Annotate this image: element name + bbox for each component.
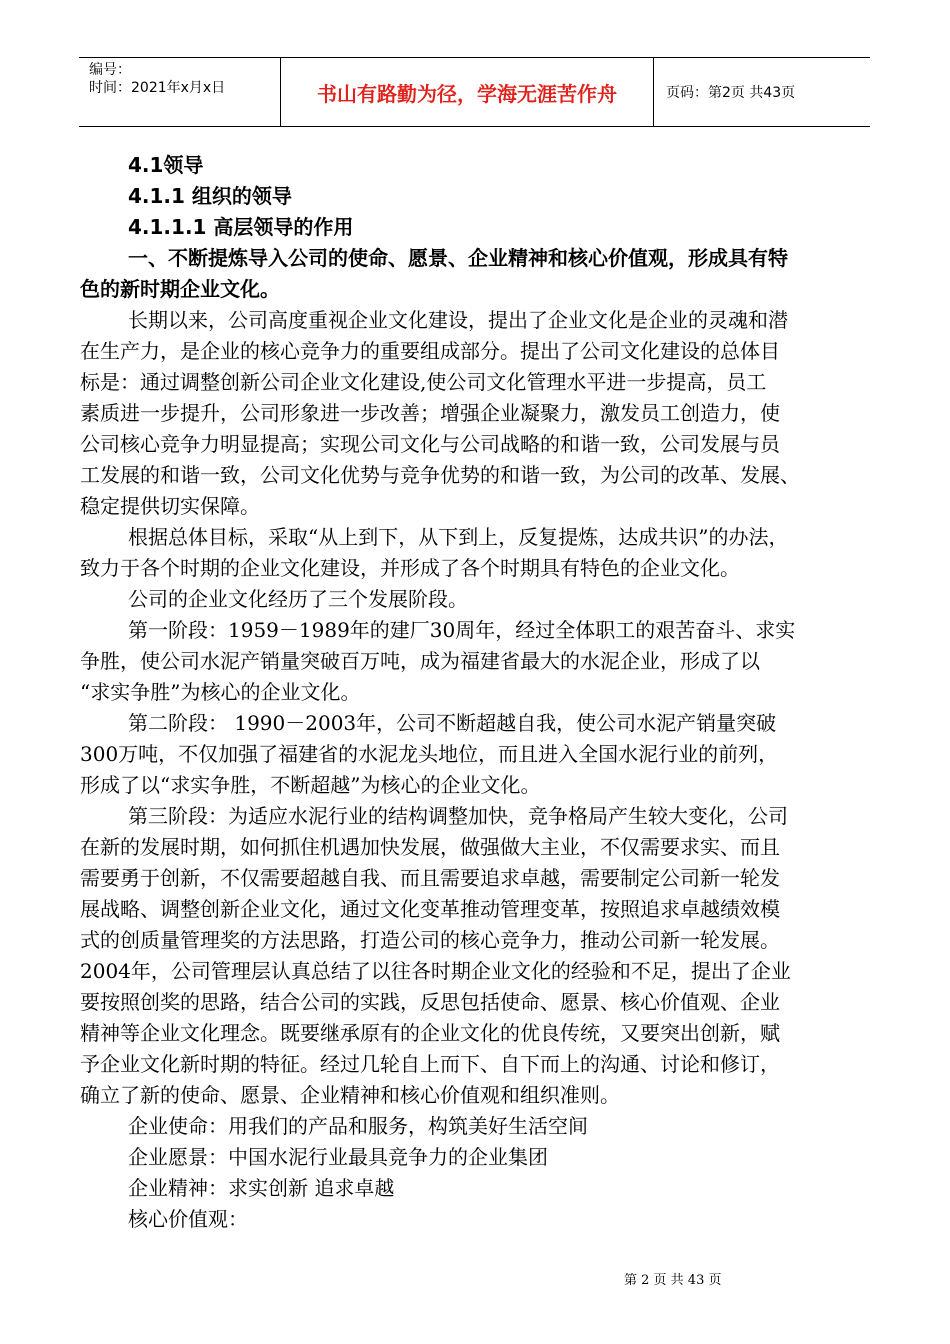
paragraph-line: 要按照创奖的思路，结合公司的实践，反思包括使命、愿景、核心价值观、企业 bbox=[80, 990, 780, 1014]
paragraph-line: 第二阶段： 1990－2003年，公司不断超越自我，使公司水泥产销量突破 bbox=[128, 711, 777, 735]
paragraph-line: 标是：通过调整创新公司企业文化建设,使公司文化管理水平进一步提高，员工 bbox=[80, 370, 767, 394]
vision-line: 企业愿景：中国水泥行业最具竞争力的企业集团 bbox=[128, 1145, 548, 1169]
paragraph-line: 在新的发展时期，如何抓住机遇加快发展，做强做大主业，不仅需要求实、而且 bbox=[80, 835, 780, 859]
paragraph-line: 第三阶段：为适应水泥行业的结构调整加快，竞争格局产生较大变化，公司 bbox=[128, 804, 788, 828]
document-date: 时间：2021年x月x日 bbox=[89, 80, 226, 96]
paragraph-line: 长期以来，公司高度重视企业文化建设，提出了企业文化是企业的灵魂和潜 bbox=[128, 308, 788, 332]
page-header bbox=[79, 57, 870, 127]
heading-4-1-1: 4.1.1 组织的领导 bbox=[128, 184, 292, 208]
paragraph-line: 公司核心竞争力明显提高；实现公司文化与公司战略的和谐一致，公司发展与员 bbox=[80, 432, 780, 456]
section-heading-line: 色的新时期企业文化。 bbox=[80, 277, 280, 301]
paragraph-line: 公司的企业文化经历了三个发展阶段。 bbox=[128, 587, 468, 611]
paragraph-line: 精神等企业文化理念。既要继承原有的企业文化的优良传统，又要突出创新，赋 bbox=[80, 1021, 780, 1045]
header-meta bbox=[79, 58, 280, 126]
paragraph-line: 确立了新的使命、愿景、企业精神和核心价值观和组织准则。 bbox=[80, 1083, 620, 1107]
paragraph-line: 争胜，使公司水泥产销量突破百万吨，成为福建省最大的水泥企业，形成了以 bbox=[80, 649, 760, 673]
paragraph-line: 第一阶段：1959－1989年的建厂30周年，经过全体职工的艰苦奋斗、求实 bbox=[128, 618, 796, 642]
heading-4-1-1-1: 4.1.1.1 高层领导的作用 bbox=[128, 215, 354, 239]
mission-line: 企业使命：用我们的产品和服务，构筑美好生活空间 bbox=[128, 1114, 588, 1138]
paragraph-line: 展战略、调整创新企业文化，通过文化变革推动管理变革，按照追求卓越绩效模 bbox=[80, 897, 780, 921]
section-heading-line: 一、不断提炼导入公司的使命、愿景、企业精神和核心价值观，形成具有特 bbox=[128, 246, 788, 270]
paragraph-line: 形成了以“求实争胜，不断超越”为核心的企业文化。 bbox=[80, 773, 541, 797]
paragraph-line: 根据总体目标，采取“从上到下，从下到上，反复提炼，达成共识”的办法， bbox=[128, 525, 789, 549]
paragraph-line: 致力于各个时期的企业文化建设，并形成了各个时期具有特色的企业文化。 bbox=[80, 556, 740, 580]
header-page-info: 页码：第2页 共43页 bbox=[666, 85, 796, 101]
paragraph-line: 2004年，公司管理层认真总结了以往各时期企业文化的经验和不足，提出了企业 bbox=[80, 959, 791, 983]
values-line: 核心价值观： bbox=[128, 1207, 248, 1231]
spirit-line: 企业精神：求实创新 追求卓越 bbox=[128, 1176, 395, 1200]
paragraph-line: 300万吨，不仅加强了福建省的水泥龙头地位，而且进入全国水泥行业的前列， bbox=[80, 742, 779, 766]
heading-4-1: 4.1领导 bbox=[128, 153, 204, 177]
paragraph-line: 予企业文化新时期的特征。经过几轮自上而下、自下而上的沟通、讨论和修订， bbox=[80, 1052, 780, 1076]
page-footer: 第 2 页 共 43 页 bbox=[624, 1273, 722, 1288]
paragraph-line: 在生产力，是企业的核心竞争力的重要组成部分。提出了公司文化建设的总体目 bbox=[80, 339, 780, 363]
header-motto: 书山有路勤为径，学海无涯苦作舟 bbox=[280, 58, 654, 126]
paragraph-line: 工发展的和谐一致，公司文化优势与竞争优势的和谐一致，为公司的改革、发展、 bbox=[80, 463, 800, 487]
document-number: 编号： bbox=[89, 62, 131, 78]
paragraph-line: 素质进一步提升，公司形象进一步改善；增强企业凝聚力，激发员工创造力，使 bbox=[80, 401, 780, 425]
paragraph-line: “求实争胜”为核心的企业文化。 bbox=[80, 680, 361, 704]
document-body bbox=[80, 150, 870, 1235]
paragraph-line: 需要勇于创新，不仅需要超越自我、而且需要追求卓越，需要制定公司新一轮发 bbox=[80, 866, 780, 890]
paragraph-line: 式的创质量管理奖的方法思路，打造公司的核心竞争力，推动公司新一轮发展。 bbox=[80, 928, 780, 952]
paragraph-line: 稳定提供切实保障。 bbox=[80, 494, 260, 518]
